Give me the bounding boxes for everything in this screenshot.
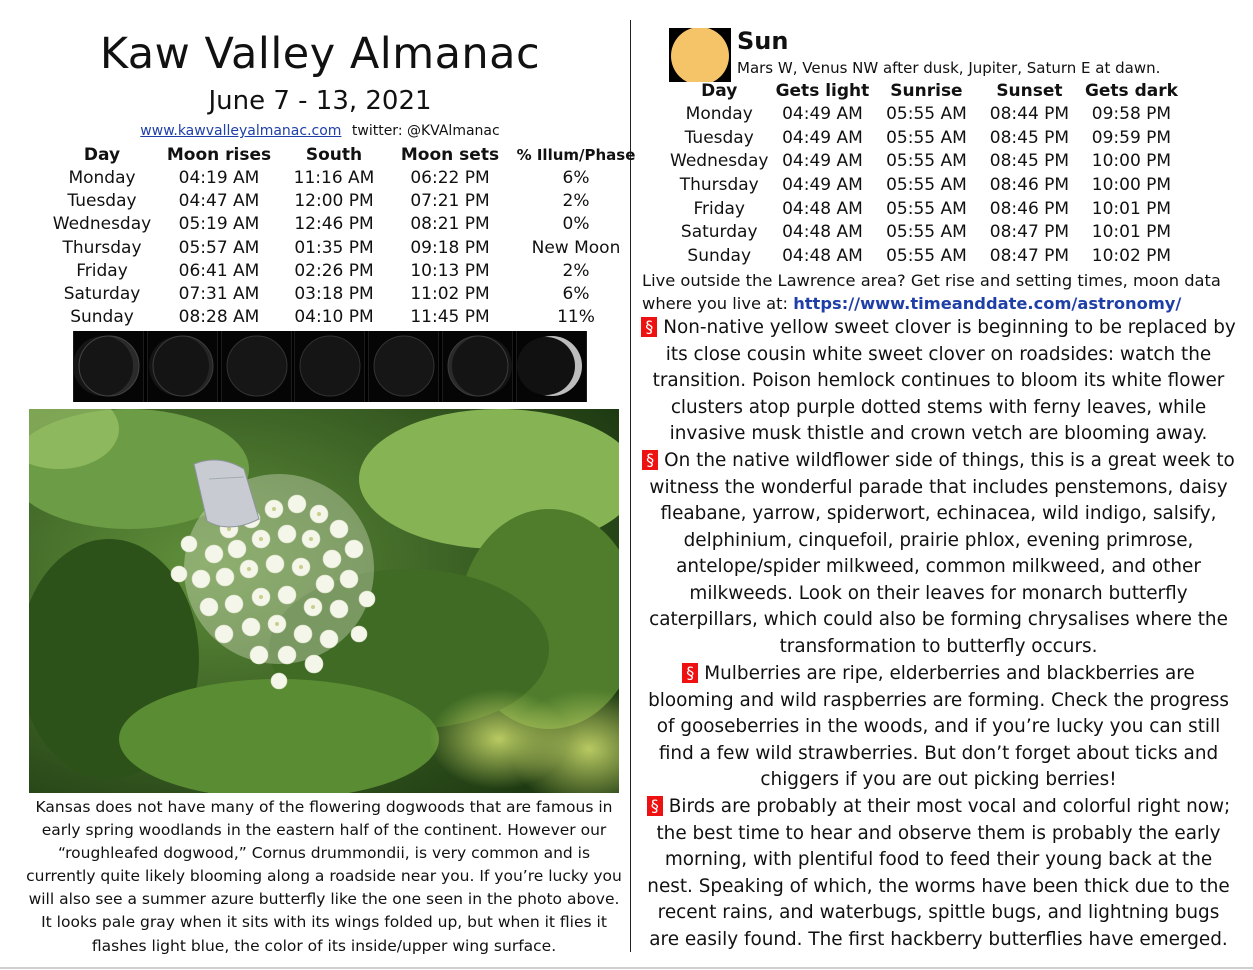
waxing-crescent-moon-icon [442,331,513,402]
day-cell: Tuesday [67,190,137,211]
day-cell: Sunday [70,307,134,328]
illum-cell: 2% [562,260,590,281]
sun-table [670,79,1180,268]
sunset-cell: 08:44 PM [989,103,1070,124]
gets-light-cell: 04:49 AM [782,103,863,124]
sunset-cell: 08:46 PM [989,174,1070,195]
moonrise-cell: 04:47 AM [178,190,260,211]
section-marker-icon: § [682,663,698,683]
moonset-cell: 11:45 PM [410,307,490,328]
moon-header-day: Day [83,145,121,165]
waning-crescent-moon-icon [73,331,144,402]
gets-light-cell: 04:49 AM [782,127,863,148]
table-row [48,282,638,305]
illum-cell: 6% [562,284,590,305]
paragraph-text: On the native wildflower side of things, this is a great week to witness the wonderful parade that includes penstemons, daisy fleabane, yarrow, spiderwort, echinacea, wild indigo, salsify, delphinium, cinquefoil, prairie phlox, evening primrose, antelope/spider milkweed, common milkweed, and other milkweeds. Look on their leaves for monarch butterfly caterpillars, which could also be forming chrysalises where the transformation to butterfly occurs. [649,450,1235,657]
section-marker-icon: § [641,317,657,337]
gets-light-cell: 04:48 AM [782,222,863,243]
sunset-cell: 08:46 PM [989,198,1070,219]
moonset-cell: 09:18 PM [410,237,490,258]
sun-header-gets-light: Gets light [775,80,870,101]
twitter-handle: twitter: @KVAlmanac [351,123,500,139]
new-moon-icon [368,331,439,402]
day-cell: Monday [685,103,753,124]
day-cell: Monday [68,167,136,188]
gets-light-cell: 04:48 AM [782,198,863,219]
paragraph-text: Non-native yellow sweet clover is beginning to be replaced by its close cousin white sweet clover on roadsides: watch the transition. Poison hemlock continues to bloom its white flower clusters atop purple dotted stems with ferny leaves, while invasive musk thistle and crown vetch are blooming away. [652,317,1236,444]
moonset-cell: 08:21 PM [410,214,490,235]
moon-south-cell: 12:00 PM [294,190,374,211]
day-cell: Friday [76,260,128,281]
table-row [48,189,638,212]
sun-icon [669,28,731,82]
table-row [670,149,1180,173]
gets-dark-cell: 10:01 PM [1091,222,1172,243]
sun-table-header [670,79,1180,102]
day-cell: Saturday [63,284,141,305]
moon-south-cell: 12:46 PM [294,214,374,235]
news-paragraph-birds [640,794,1237,953]
moon-header-illum: % Illum/Phase [516,146,636,164]
moon-south-cell: 01:35 PM [294,237,374,258]
moon-south-cell: 02:26 PM [294,260,374,281]
illum-cell: 2% [562,190,590,211]
day-cell: Wednesday [670,151,769,172]
moonrise-cell: 06:41 AM [178,260,260,281]
sun-header-sunrise: Sunrise [890,80,963,101]
table-row [48,236,638,259]
sunrise-cell: 05:55 AM [886,127,967,148]
news-paragraph-wildflowers [640,448,1237,660]
paragraph-text: Birds are probably at their most vocal and colorful right now; the best time to hear and observe them is probably the early morning, with plentiful food to feed their young back at the nest. Speaking of which, the worms have been thick due to the recent rains, and waterbugs, spittle bugs, and lightning bugs are easily found. The first hackberry butterflies have emerged. [647,796,1231,950]
sunset-cell: 08:45 PM [989,127,1070,148]
moonset-cell: 11:02 PM [410,284,490,305]
news-paragraph-berries [640,661,1237,794]
gets-dark-cell: 09:59 PM [1091,127,1172,148]
sunrise-cell: 05:55 AM [886,103,967,124]
moonrise-cell: 05:57 AM [178,237,260,258]
new-moon-icon [294,331,365,402]
day-cell: Saturday [680,222,758,243]
date-range: June 7 - 13, 2021 [208,86,432,116]
waxing-crescent-moon-icon [516,331,587,402]
day-cell: Wednesday [52,214,152,235]
sunrise-cell: 05:55 AM [886,245,967,266]
table-row [48,213,638,236]
section-marker-icon: § [647,796,663,816]
news-paragraph-clover [640,315,1237,448]
gets-light-cell: 04:49 AM [782,174,863,195]
dogwood-butterfly-photo [29,409,619,793]
table-row [670,244,1180,268]
outside-area-text: Live outside the Lawrence area? Get rise and setting times, moon data where you live at: [642,271,1221,313]
moonset-cell: 06:22 PM [410,167,490,188]
table-row [48,306,638,329]
header-links [20,121,620,141]
moon-header-sets: Moon sets [400,145,500,165]
table-row [670,126,1180,150]
website-link[interactable]: www.kawvalleyalmanac.com [140,123,342,139]
sunset-cell: 08:45 PM [989,151,1070,172]
sun-header-gets-dark: Gets dark [1084,80,1178,101]
gets-dark-cell: 10:01 PM [1091,198,1172,219]
moonrise-cell: 05:19 AM [178,214,260,235]
sunset-cell: 08:47 PM [989,245,1070,266]
moon-header-south: South [305,145,363,165]
moonset-cell: 10:13 PM [410,260,490,281]
sun-heading: Sun [737,27,789,55]
illum-cell: 6% [562,167,590,188]
table-row [48,166,638,189]
day-cell: Friday [693,198,745,219]
day-cell: Tuesday [684,127,754,148]
day-cell: Thursday [62,237,142,258]
sunset-cell: 08:47 PM [989,222,1070,243]
moonrise-cell: 07:31 AM [178,284,260,305]
day-cell: Sunday [687,245,752,266]
gets-dark-cell: 10:00 PM [1091,174,1172,195]
moon-south-cell: 04:10 PM [294,307,374,328]
sunrise-cell: 05:55 AM [886,222,967,243]
gets-light-cell: 04:48 AM [782,245,863,266]
sun-header-sunset: Sunset [996,80,1063,101]
table-row [670,173,1180,197]
timeanddate-link[interactable]: https://www.timeanddate.com/astronomy/ [793,294,1182,313]
sunrise-cell: 05:55 AM [886,174,967,195]
gets-light-cell: 04:49 AM [782,151,863,172]
gets-dark-cell: 10:02 PM [1091,245,1172,266]
planets-note: Mars W, Venus NW after dusk, Jupiter, Saturn E at dawn. [737,59,1161,77]
moon-header-rises: Moon rises [166,145,272,165]
sunrise-cell: 05:55 AM [886,198,967,219]
illum-cell: 11% [557,307,595,328]
bottom-rule [0,967,1253,969]
table-row [670,197,1180,221]
section-marker-icon: § [642,450,658,470]
table-row [48,259,638,282]
moon-table [48,144,638,329]
moonrise-cell: 04:19 AM [178,167,260,188]
day-cell: Thursday [679,174,759,195]
photo-caption: Kansas does not have many of the flowering dogwoods that are famous in early spring woodlands in the eastern half of the continent. However our “roughleafed dogwood,” Cornus drummondii, is very common and is currently quite likely blooming along a roadside near you. If you’re lucky you will also see a summer azure butterfly like the one seen in the photo above. It looks pale gray when it sits with its wings folded up, but when it flies it flashes light blue, the color of its inside/upper wing surface. [26,798,622,955]
moon-phase-strip [73,331,587,402]
sun-header-day: Day [701,80,738,101]
gets-dark-cell: 09:58 PM [1091,103,1172,124]
gets-dark-cell: 10:00 PM [1091,151,1172,172]
outside-area-note [642,269,1242,315]
page-title: Kaw Valley Almanac [99,29,541,79]
moon-south-cell: 11:16 AM [293,167,375,188]
sunrise-cell: 05:55 AM [886,151,967,172]
moon-table-header [48,144,638,166]
table-row [670,220,1180,244]
moonset-cell: 07:21 PM [410,190,490,211]
moon-south-cell: 03:18 PM [294,284,374,305]
paragraph-text: Mulberries are ripe, elderberries and blackberries are blooming and wild raspberries are forming. Check the progress of gooseberries in the woods, and if you’re lucky you can still find a few wild strawberries. But don’t forget about ticks and chiggers if you are out picking berries! [648,663,1229,790]
illum-cell: New Moon [531,237,621,258]
waning-crescent-moon-icon [147,331,218,402]
illum-cell: 0% [562,214,590,235]
moonrise-cell: 08:28 AM [178,307,260,328]
new-moon-icon [221,331,292,402]
table-row [670,102,1180,126]
